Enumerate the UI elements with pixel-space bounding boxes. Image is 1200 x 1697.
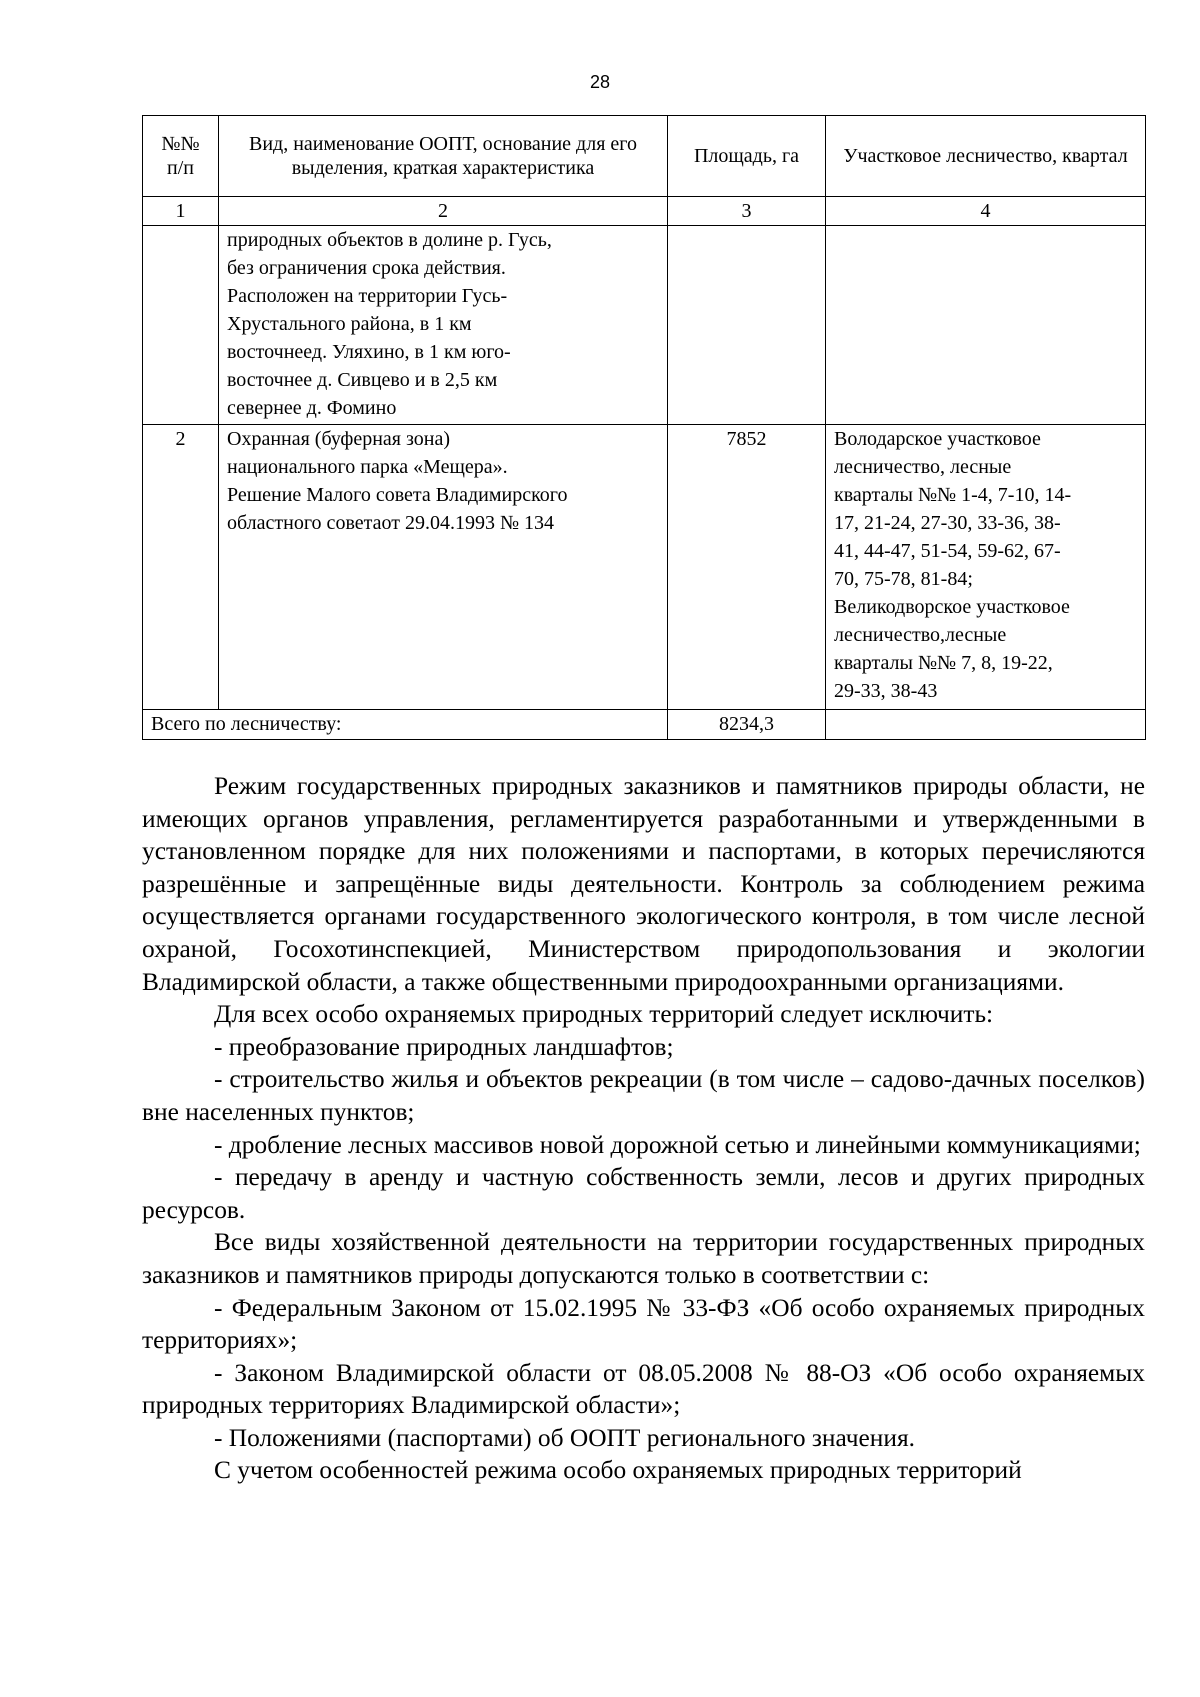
- protected-areas-table: [142, 115, 1146, 740]
- description-line: севернее д. Фомино: [227, 397, 397, 419]
- row-num-cell: [143, 226, 219, 425]
- paragraph: Все виды хозяйственной деятельности на территории государственных природных заказников и памятников природы допускаются только в соответствии с:: [142, 1228, 1145, 1289]
- total-label: Всего по лесничеству:: [143, 710, 668, 740]
- description-line: восточнеед. Уляхино, в 1 км юго-: [227, 341, 511, 363]
- location-line: лесничество,лесные: [834, 624, 1007, 646]
- table-header-row: [143, 116, 1146, 197]
- colnum-1: 1: [143, 197, 219, 226]
- location-line: 41, 44-47, 51-54, 59-62, 67-: [834, 540, 1061, 562]
- row-description-cell: [219, 226, 668, 425]
- page-number: 28: [589, 72, 611, 92]
- list-item: - передачу в аренду и частную собственность земли, лесов и других природных ресурсов.: [142, 1163, 1145, 1224]
- total-value: 8234,3: [668, 710, 826, 740]
- header-description: Вид, наименование ООПТ, основание для его выделения, краткая характеристика: [219, 116, 668, 197]
- location-line: 29-33, 38-43: [834, 680, 938, 702]
- total-empty-cell: [826, 710, 1146, 740]
- row-location-cell: [826, 425, 1146, 710]
- paragraph: С учетом особенностей режима особо охраняемых природных территорий: [214, 1456, 1022, 1485]
- table-row: [143, 226, 1146, 425]
- list-item: - Законом Владимирской области от 08.05.2008 № 88-ОЗ «Об особо охраняемых природных территориях Владимирской области»;: [142, 1358, 1145, 1420]
- description-line: природных объектов в долине р. Гусь,: [227, 229, 552, 251]
- table-column-number-row: [143, 197, 1146, 226]
- description-line: без ограничения срока действия.: [227, 257, 506, 279]
- list-item: - строительство жилья и объектов рекреации (в том числе – садово-дачных поселков) вне населенных пунктов;: [142, 1065, 1145, 1126]
- location-line: кварталы №№ 7, 8, 19-22,: [834, 652, 1053, 674]
- row-description-cell: [219, 425, 668, 710]
- location-line: лесничество, лесные: [834, 456, 1012, 478]
- description-line: областного советаот 29.04.1993 № 134: [227, 512, 555, 534]
- header-area: Площадь, га: [668, 116, 826, 197]
- row-area-cell: [668, 226, 826, 425]
- body-text: [142, 770, 1145, 1487]
- description-line: Охранная (буферная зона): [227, 428, 451, 450]
- paragraph: Режим государственных природных заказников и памятников природы области, не имеющих органов управления, регламентируется разработанными и утвержденными в установленном порядке для них положениями и паспортами, в которых перечисляются разрешённые и запрещённые виды деятельности. Контроль за соблюдением режима осуществляется органами государственного экологического контроля, в том числе лесной охраной, Госохотинспекцией, Министерством природопользования и экологии Владимирской области, а также общественными природоохранными организациями.: [142, 772, 1145, 996]
- row-location-cell: [826, 226, 1146, 425]
- location-line: кварталы №№ 1-4, 7-10, 14-: [834, 484, 1072, 506]
- description-line: Решение Малого совета Владимирского: [227, 484, 568, 506]
- list-item: - преобразование природных ландшафтов;: [214, 1032, 674, 1061]
- table-total-row: [143, 710, 1146, 740]
- description-line: Хрустального района, в 1 км: [227, 313, 472, 335]
- location-line: 70, 75-78, 81-84;: [834, 568, 973, 590]
- colnum-2: 2: [219, 197, 668, 226]
- colnum-3: 3: [668, 197, 826, 226]
- header-num: №№ п/п: [143, 116, 219, 197]
- description-line: национального парка «Мещера».: [227, 456, 508, 478]
- location-line: Володарское участковое: [834, 428, 1041, 450]
- location-line: Великодворское участковое: [834, 596, 1070, 618]
- row-num-cell: 2: [143, 425, 219, 710]
- location-line: 17, 21-24, 27-30, 33-36, 38-: [834, 512, 1061, 534]
- colnum-4: 4: [826, 197, 1146, 226]
- header-location: Участковое лесничество, квартал: [826, 116, 1146, 197]
- paragraph: Для всех особо охраняемых природных территорий следует исключить:: [214, 1000, 994, 1029]
- list-item: - Федеральным Законом от 15.02.1995 № 33-ФЗ «Об особо охраняемых природных территориях»;: [142, 1293, 1145, 1355]
- description-line: восточнее д. Сивцево и в 2,5 км: [227, 369, 498, 391]
- table-row: [143, 425, 1146, 710]
- list-item: - дробление лесных массивов новой дорожной сетью и линейными коммуникациями;: [214, 1130, 1141, 1159]
- list-item: - Положениями (паспортами) об ООПТ регионального значения.: [214, 1423, 915, 1452]
- description-line: Расположен на территории Гусь-: [227, 285, 508, 307]
- row-area-cell: 7852: [668, 425, 826, 710]
